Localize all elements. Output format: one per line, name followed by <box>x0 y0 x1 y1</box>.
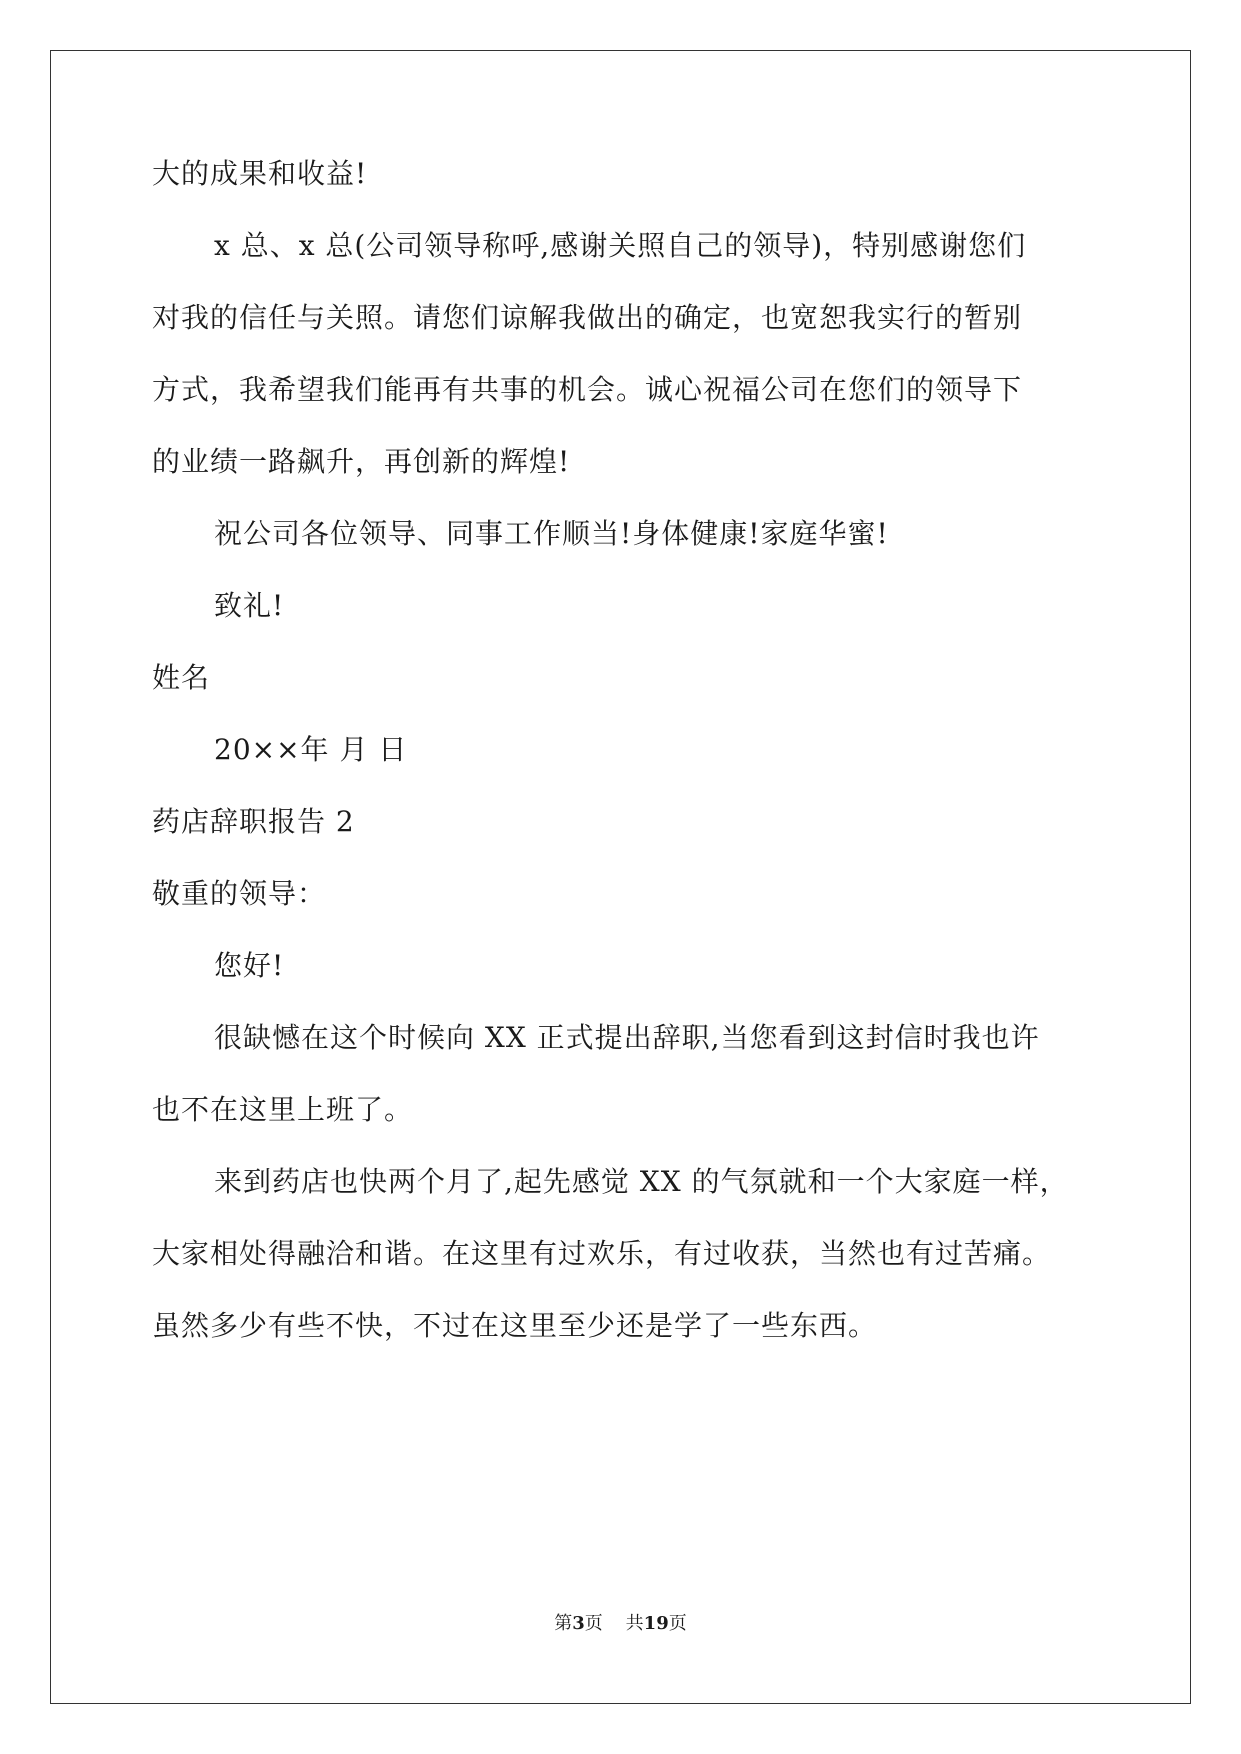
page-footer <box>0 1612 1241 1636</box>
section-title: 药店辞职报告 2 <box>152 805 355 838</box>
text-line: 大的成果和收益! <box>152 157 368 190</box>
text-line: 对我的信任与关照。请您们谅解我做出的确定，也宽恕我实行的暂别 <box>152 301 1023 334</box>
footer-total-prefix: 共 <box>625 1613 644 1634</box>
footer-page-suffix: 页 <box>584 1613 603 1634</box>
footer-prefix: 第 <box>554 1613 573 1634</box>
signature-date: 20××年 月 日 <box>214 733 408 766</box>
text-line: 的业绩一路飙升，再创新的辉煌! <box>152 445 571 478</box>
text-line: 来到药店也快两个月了,起先感觉 XX 的气氛就和一个大家庭一样， <box>214 1165 1069 1198</box>
current-page-number: 3 <box>572 1613 585 1634</box>
text-line: 很缺憾在这个时候向 XX 正式提出辞职,当您看到这封信时我也许 <box>214 1021 1040 1054</box>
text-line: 也不在这里上班了。 <box>152 1093 414 1126</box>
total-page-count: 19 <box>643 1613 669 1634</box>
footer-total-suffix: 页 <box>668 1613 687 1634</box>
closing-salutation: 致礼! <box>214 589 285 622</box>
signature-name: 姓名 <box>152 661 211 694</box>
salutation: 敬重的领导： <box>152 877 327 910</box>
text-line: 大家相处得融洽和谐。在这里有过欢乐，有过收获，当然也有过苦痛。 <box>152 1237 1052 1270</box>
greeting: 您好! <box>214 949 285 982</box>
text-line: 方式，我希望我们能再有共事的机会。诚心祝福公司在您们的领导下 <box>152 373 1023 406</box>
text-line: 祝公司各位领导、同事工作顺当!身体健康!家庭华蜜! <box>214 517 889 550</box>
text-line: x 总、x 总(公司领导称呼,感谢关照自己的领导)，特别感谢您们 <box>214 229 1027 262</box>
text-line: 虽然多少有些不快，不过在这里至少还是学了一些东西。 <box>152 1309 878 1342</box>
